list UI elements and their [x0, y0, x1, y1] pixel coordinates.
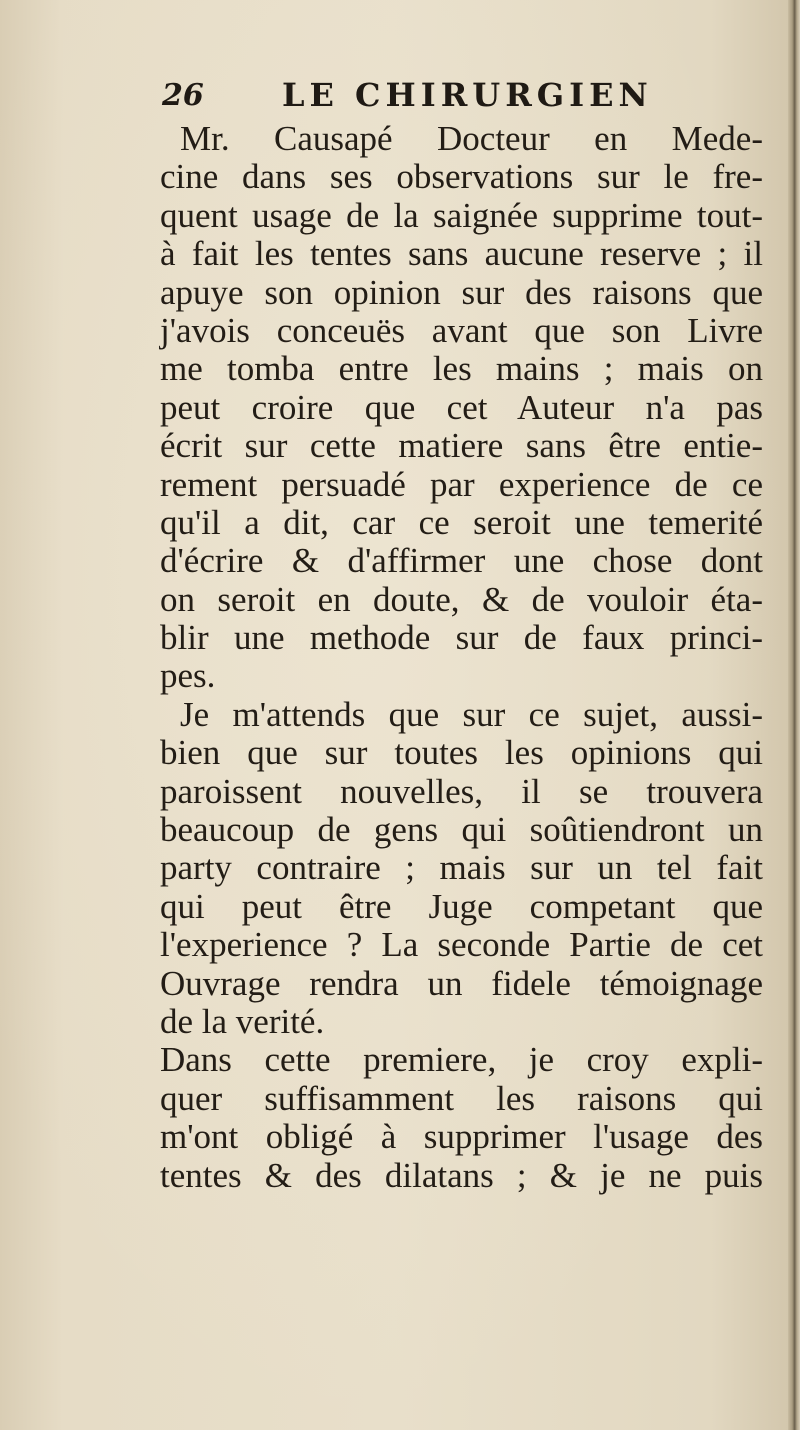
text-line: écrit sur cette matiere sans être entie-: [160, 426, 763, 466]
text-line: à fait les tentes sans aucune reserve ; il: [160, 234, 763, 274]
text-line: de la verité.: [160, 1001, 325, 1041]
paragraph-2: [160, 696, 763, 1042]
page-edge-shadow: [788, 0, 800, 1430]
paragraph-1: [160, 120, 763, 696]
text-line: apuye son opinion sur des raisons que: [160, 272, 763, 312]
text-line: pes.: [160, 656, 216, 696]
text-line: j'avois conceuës avant que son Livre: [160, 310, 763, 350]
text-line: qu'il a dit, car ce seroit une temerité: [160, 502, 763, 542]
text-line: m'ont obligé à supprimer l'usage des: [160, 1117, 763, 1157]
text-line: rement persuadé par experience de ce: [160, 464, 763, 504]
paragraph-3: [160, 1041, 763, 1195]
text-line: me tomba entre les mains ; mais on: [160, 349, 763, 389]
text-line: qui peut être Juge competant que: [160, 886, 763, 926]
text-line: tentes & des dilatans ; & je ne puis: [160, 1155, 763, 1195]
text-line: quent usage de la saignée supprime tout-: [160, 195, 763, 235]
text-line: quer suffisamment les raisons qui: [160, 1078, 763, 1118]
page-number: 26: [162, 78, 204, 113]
text-line: Mr. Causapé Docteur en Mede-: [180, 119, 763, 158]
text-line: blir une methode sur de faux princi-: [160, 618, 763, 658]
running-title: LE CHIRURGIEN: [282, 76, 653, 114]
text-line: Dans cette premiere, je croy expli-: [160, 1040, 763, 1080]
text-line: Je m'attends que sur ce sujet, aussi-: [180, 694, 763, 734]
text-line: on seroit en doute, & de vouloir éta-: [160, 579, 763, 619]
page-header: [162, 72, 762, 122]
body-text: [160, 120, 763, 1195]
text-line: l'experience ? La seconde Partie de cet: [160, 925, 763, 965]
text-line: cine dans ses observations sur le fre-: [160, 157, 763, 197]
text-line: d'écrire & d'affirmer une chose dont: [160, 541, 763, 581]
text-line: Ouvrage rendra un fidele témoignage: [160, 963, 763, 1003]
text-line: paroissent nouvelles, il se trouvera: [160, 771, 763, 811]
text-line: bien que sur toutes les opinions qui: [160, 733, 763, 773]
text-line: peut croire que cet Auteur n'a pas: [160, 387, 763, 427]
text-line: beaucoup de gens qui soûtiendront un: [160, 810, 763, 850]
text-line: party contraire ; mais sur un tel fait: [160, 848, 763, 888]
